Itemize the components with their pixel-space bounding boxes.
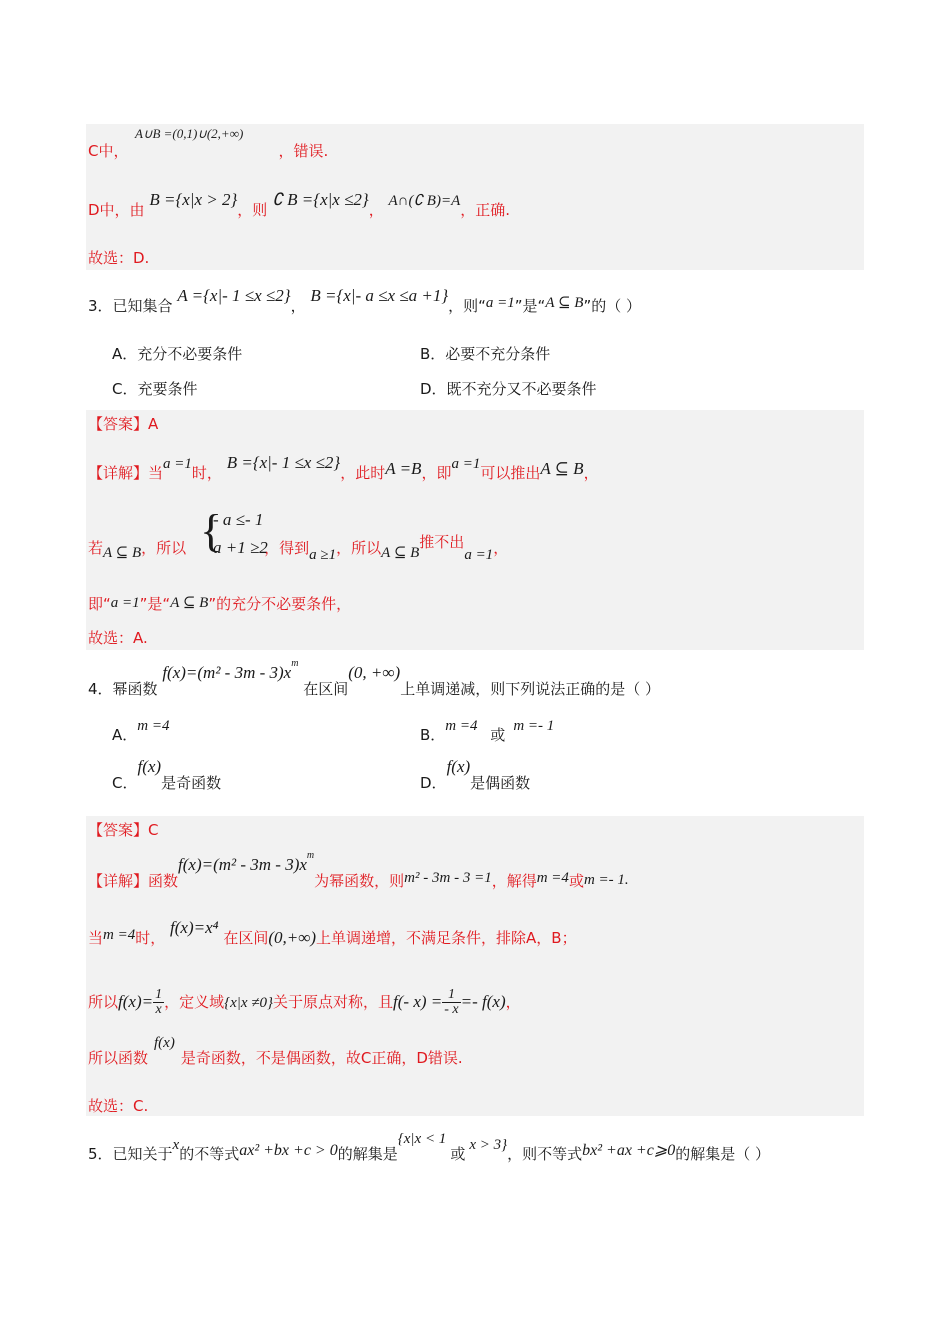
prev-line-c: C中， ，错误. [88, 142, 329, 160]
system-line-1: - a ≤- 1 [213, 510, 264, 529]
math-power-function: f(x)=(m² - 3m - 3)x [162, 663, 292, 682]
math-set-b-q3: B ={x|- a ≤x ≤a +1} [310, 286, 449, 305]
system-brace: { [200, 505, 223, 556]
q4-option-b[interactable]: B．m =4 或 m =- 1 [420, 718, 555, 744]
q3-detail-2: 若A ⊆ B，所以 ，得到a ≥1，所以A ⊆ B推不出a =1， [88, 533, 509, 563]
q3-detail-1: 【详解】当a =1时， B ={x|- 1 ≤x ≤2}，此时A =B，即a =1可以推出A ⊆ B， [88, 453, 599, 482]
fraction-1-over-neg-x: $\frac{1}{- x}$ [444, 987, 459, 1017]
q3-stem: 3．已知集合 A ={x|- 1 ≤x ≤2}， B ={x|- a ≤x ≤a +1}，则“a =1”是“A ⊆ B”的（ ） [88, 286, 641, 315]
q4-detail-4: 所以函数f(x)是奇函数，不是偶函数，故C正确，D错误. [88, 1035, 463, 1067]
prev-line-d: D中，由 B ={x|x > 2}，则 ∁ B ={x|x ≤2}， A∩(∁ B)=A，正确. [88, 190, 511, 219]
q3-answer: 【答案】A [88, 415, 159, 433]
q3-option-d[interactable]: D．既不充分又不必要条件 [420, 380, 597, 398]
q4-detail-3: 所以f(x)= $\frac{1}{x}$ ，定义域{x|x ≠0}关于原点对称，且f(- x) = $\frac{1}{- x}$ =- f(x)， [88, 987, 521, 1017]
math-intersection: A∩(∁ B)=A [388, 193, 461, 209]
system-line-2: a +1 ≥2 [213, 538, 268, 557]
fraction-1-over-x: $\frac{1}{x}$ [155, 987, 163, 1017]
q3-conclusion: 故选：A. [88, 629, 148, 647]
q4-option-a[interactable]: A．m =4 [112, 718, 170, 744]
c-formula: A∪B =(0,1)∪(2,+∞) [135, 126, 244, 141]
prev-conclusion: 故选：D. [88, 249, 150, 267]
q4-option-c[interactable]: C．f(x)是奇函数 [112, 757, 222, 792]
q4-option-d[interactable]: D．f(x)是偶函数 [420, 757, 531, 792]
math-complement-b: ∁ B ={x|x ≤2} [272, 190, 369, 209]
q4-stem: 4．幂函数 $f(x)=(m^2 - 3m - 3)x^m$ 在区间(0, +∞)上单调递减，则下列说法正确的是（ ） [88, 658, 660, 698]
q4-detail-2: 当m =4时， f(x)=x⁴ 在区间(0,+∞)上单调递增，不满足条件，排除A，B； [88, 918, 577, 947]
q4-conclusion: 故选：C. [88, 1097, 149, 1115]
q3-option-a[interactable]: A．充分不必要条件 [112, 345, 243, 363]
math-set-a: A ={x|- 1 ≤x ≤2} [177, 286, 291, 305]
q4-detail-1: 【详解】函数$f(x)=(m^2 - 3m - 3)x^m$为幂函数，则m² - 3m - 3 =1，解得m =4或m =- 1. [88, 850, 629, 890]
q3-detail-3: 即“a =1”是“A ⊆ B”的充分不必要条件， [88, 595, 352, 613]
q4-answer: 【答案】C [88, 821, 159, 839]
q3-option-b[interactable]: B．必要不充分条件 [420, 345, 551, 363]
q5-stem: 5．已知关于x的不等式ax² +bx +c > 0的解集是{x|x < 1或 x > 3}，则不等式bx² +ax +c⩾0的解集是（ ） [88, 1131, 771, 1163]
math-set-b: B ={x|x > 2} [149, 190, 238, 209]
q3-option-c[interactable]: C．充要条件 [112, 380, 198, 398]
